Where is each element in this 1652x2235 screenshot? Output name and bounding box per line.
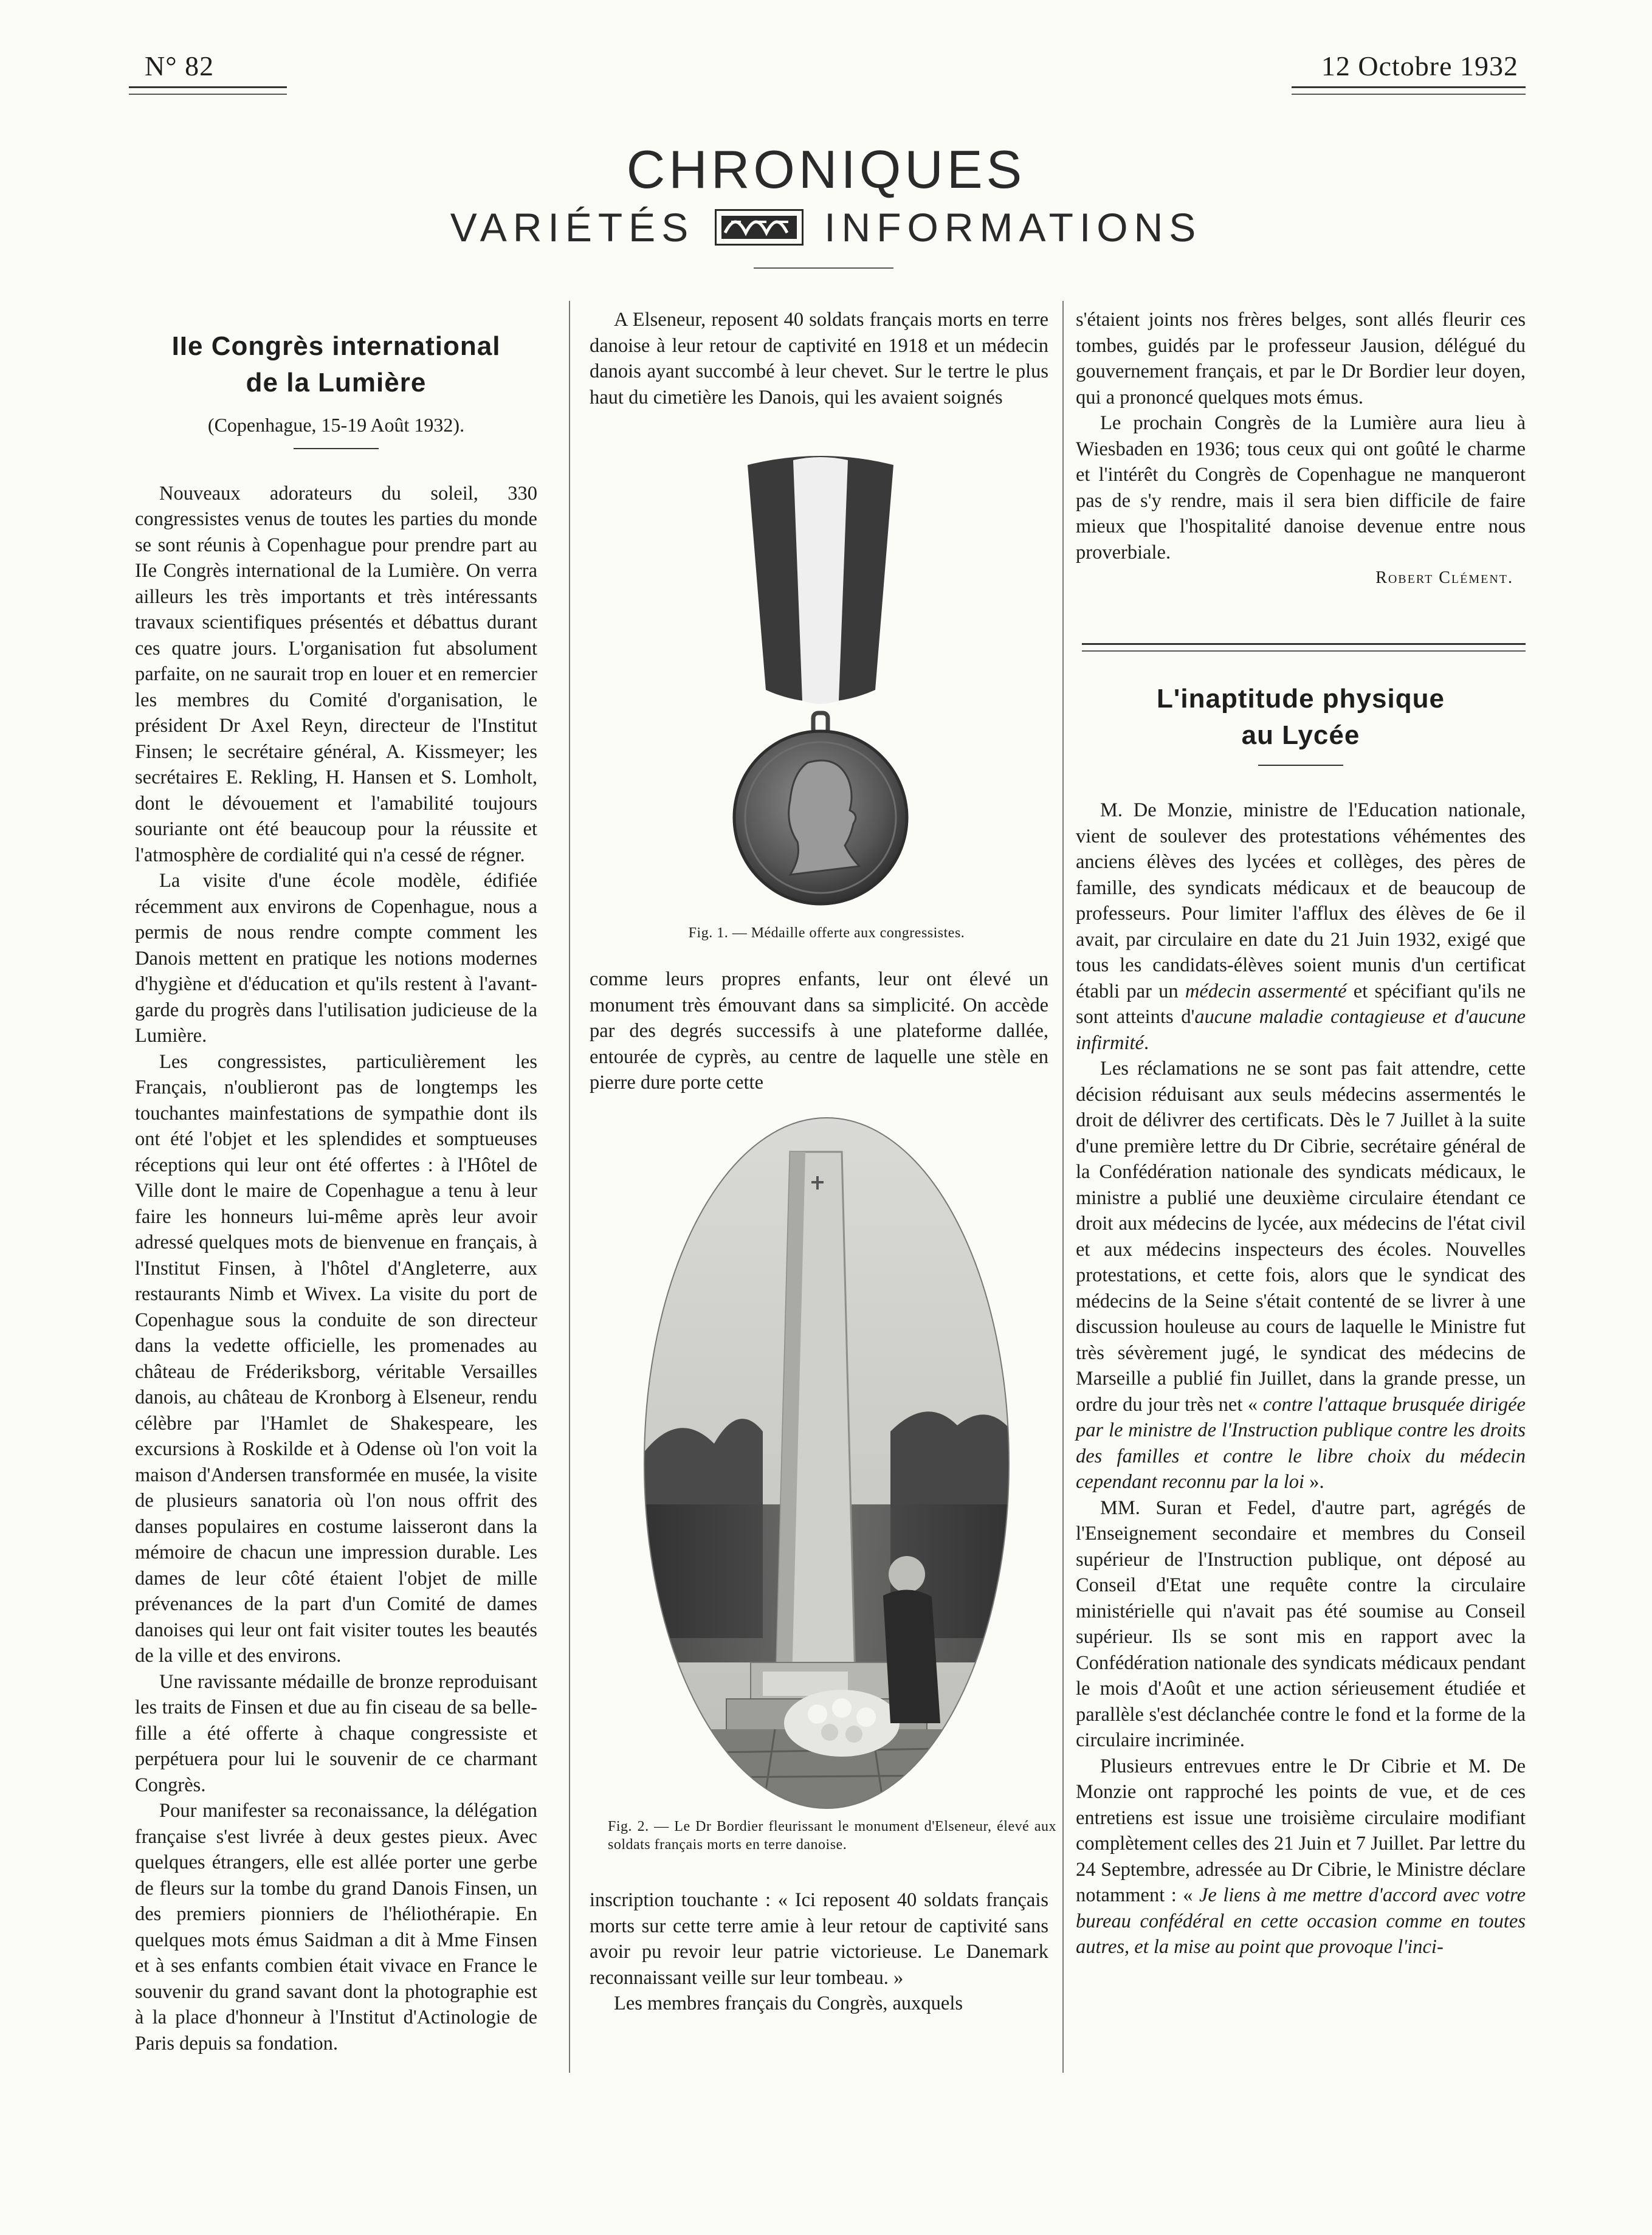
article2-p2-text-a: Les réclamations ne se sont pas fait attendre, cette décision réduisant aux seuls médecins assermentés le droit de délivrer des certificats. Dès le 7 Juillet à la suite d'une première lettre du Dr Cibrie, secrétaire général de la Confédération nationale des syndicats médicaux, le ministre a publié une deuxième circulaire étendant ce droit aux médecins de lycée, aux médecins de l'état civil et aux médecins inspecteurs des écoles. Nouvelles protestations, et cette fois, alors que le syndicat des médecins de la Seine s'était contenté de se livrer à une discussion houleuse au cours de laquelle le Ministre fut très sévèrement jugé, le syndicat des médecins de Marseille a publié fin Juillet, dans la grande presse, un ordre du jour très net « xyxy=(1076,1058,1526,1416)
masthead-informations: INFORMATIONS xyxy=(824,205,1202,250)
article2-title-line2: au Lycée xyxy=(1241,720,1360,750)
masthead-varietes: VARIÉTÉS xyxy=(450,205,695,250)
article2-p2-italic: contre l'attaque brusquée dirigée par le ministre de l'Instruction publique contre les droits des familles et contre le libre choix du médecin cependant reconnu par la loi xyxy=(1076,1393,1526,1493)
masthead-title: CHRONIQUES xyxy=(626,139,1026,199)
figure-1-caption: Fig. 1. — Médaille offerte aux congressistes. xyxy=(688,925,965,941)
article1-title-line1: IIe Congrès international xyxy=(171,331,501,361)
article2-paragraph-4 xyxy=(1076,1754,1526,1960)
article1-paragraph-2: La visite d'une école modèle, édifiée récemment aux environs de Copenhague, nous a permis de nous rendre compte comment les Danois mettent en pratique les notions modernes d'hygiène et d'éducation et qu'ils restent à l'avant-garde du progrès dans l'utilisation judicieuse de la Lumière. xyxy=(135,870,537,1047)
article1-col2-paragraph-3: inscription touchante : « Ici reposent 40 soldats français morts sur cette terre amie à leur retour de captivité sans avoir pu revoir leur patrie victorieuse. Le Danemark reconnaissant veille sur leur tombeau. » xyxy=(590,1889,1048,1989)
article2-p1-italic-1: médecin assermenté xyxy=(1185,980,1347,1002)
article2-p2-text-b: ». xyxy=(1304,1471,1324,1493)
column-2 xyxy=(590,307,1048,410)
article1-paragraph-4: Une ravissante médaille de bronze reproduisant les traits de Finsen et due au fin ciseau de sa belle-fille a été offerte à chaque congressiste et perpétuera pour lui le souvenir de ce charmant Congrès. xyxy=(135,1670,537,1796)
article1-signature: Robert Clément. xyxy=(1375,568,1513,587)
article1-title xyxy=(135,328,537,401)
medal-image xyxy=(729,447,912,915)
person-body xyxy=(883,1589,940,1723)
article2-p1-text-c: . xyxy=(1143,1031,1149,1054)
person-head xyxy=(889,1556,925,1593)
medal-ribbon-stripe xyxy=(793,457,848,704)
article2-p1-text-b: et spécifiant qu'ils ne sont atteints d' xyxy=(1076,980,1526,1028)
monument-photograph xyxy=(641,1115,1012,1811)
article1-col2-paragraph-1: A Elseneur, reposent 40 soldats français morts en terre danoise à leur retour de captivité en 1918 et un médecin danois ayant succombé à leur chevet. Sur le tertre le plus haut du cimetière les Danois, qui les avaient soignés xyxy=(590,309,1048,408)
article1-col2-paragraph-4: Les membres français du Congrès, auxquels xyxy=(614,1992,963,2014)
ornament-icon xyxy=(715,209,804,246)
article2-paragraph-1 xyxy=(1076,797,1526,1056)
article1-subtitle: (Copenhague, 15-19 Août 1932). xyxy=(207,414,465,436)
column-1 xyxy=(135,328,537,2056)
column-3-top xyxy=(1076,307,1526,591)
article1-title-line2: de la Lumière xyxy=(246,368,427,398)
article2-title-line1: L'inaptitude physique xyxy=(1157,684,1445,714)
issue-date: 12 Octobre 1932 xyxy=(1321,50,1518,81)
masthead-subtitle xyxy=(0,204,1652,250)
article1-paragraph-5: Pour manifester sa reconaissance, la délégation française s'est livrée à deux gestes pieux. Avec quelques étrangers, elle est allée porter une gerbe de fleurs sur la tombe du grand Danois Finsen, un des premiers pionniers de l'héliothérapie. En quelques mots émus Saidman a dit à Mme Finsen et à ses enfants combien était vivace en France le souvenir du grand savant dont la photographie est à la place d'honneur à l'Institut d'Actinologie de Paris depuis sa fondation. xyxy=(135,1800,537,2054)
article1-col2-paragraph-2: comme leurs propres enfants, leur ont élevé un monument très émouvant dans sa simplicité. On accède par des degrés successifs à une plateforme dallée, entourée de cyprès, au centre de laquelle une stèle en pierre dure porte cette xyxy=(590,968,1048,1093)
header-rule-right-bottom xyxy=(1292,94,1526,95)
column-3-article2 xyxy=(1076,681,1526,1960)
article2-paragraph-2 xyxy=(1076,1056,1526,1495)
column-2-bottom xyxy=(590,1887,1048,2017)
column-2-middle xyxy=(590,966,1048,1096)
article1-col3-paragraph-1: s'étaient joints nos frères belges, sont allés fleurir ces tombes, guidés par le professeur Jausion, délégué du gouvernement français, et par le Dr Bordier leur doyen, qui a prononcé quelques mots émus. xyxy=(1076,309,1526,408)
article1-col3-paragraph-2: Le prochain Congrès de la Lumière aura lieu à Wiesbaden en 1936; tous ceux qui ont goûté le charme et l'intérêt du Congrès de Copenhague ne manqueront pas de s'y rendre, mais il sera bien difficile de faire mieux que l'hospitalité danoise devenue entre nous proverbiale. xyxy=(1076,412,1526,563)
article2-p4-italic: Je liens à me mettre d'accord avec votre bureau confédéral en cette occasion comme en toutes autres, et la mise au point que provoque l'inci- xyxy=(1076,1884,1526,1958)
column-divider-1 xyxy=(569,301,570,2073)
figure-2-caption: Fig. 2. — Le Dr Bordier fleurissant le monument d'Elseneur, élevé aux soldats français morts en terre danoise. xyxy=(608,1819,1056,1853)
article2-paragraph-3: MM. Suran et Fedel, d'autre part, agrégés de l'Enseignement secondaire et membres du Conseil supérieur de l'Instruction publique, ont déposé au Conseil d'Etat une requête contre la circulaire ministérielle qui n'avait pas été soumise au Conseil supérieur. Ils se sont mis en rapport avec la Confédération nationale des syndicats médicaux pendant le mois d'Août et une action sérieusement étudiée et parallèle s'est déclanchée contre le fond et la forme de la circulaire incriminée. xyxy=(1076,1496,1526,1751)
article1-paragraph-3: Les congressistes, particulièrement les Français, n'oublieront pas de longtemps les touchantes mainfestations de sympathie dont ils ont été l'objet et les splendides et somptueuses réceptions qui leur ont été offertes : à l'Hôtel de Ville dont le maire de Copenhague a tenu à leur faire les honneurs lui-même après leur avoir adressé quelques mots de bienvenue en français, à l'Institut Finsen, à l'hôtel d'Angleterre, aux restaurants Nimb et Wivex. La visite du port de Copenhague sous la conduite de son directeur dans la vedette officielle, les promenades au château de Fréderiksborg, véritable Versailles danois, au château de Kronborg à Elseneur, rendu célèbre par l'Hamlet de Shakespeare, les excursions à Roskilde et à Odense où l'on voit la maison d'Andersen transformée en musée, la visite de plusieurs sanatoria où l'on nous offrit des danses populaires en costume laisseront dans la mémoire de chacun une impression durable. Les dames de leur côté étaient l'objet de mille prévenances de la part d'un Comité de dames danoises qui leur ont fait visiter toutes les beautés de la ville et des environs. xyxy=(135,1050,537,1667)
article2-p1-text-a: M. De Monzie, ministre de l'Education nationale, vient de soulever des protestations véhémentes des anciens élèves des lycées et collèges, des pères de famille, des syndicats médicaux et de beaucoup de professeurs. Pour limiter l'afflux des élèves de 6e il avait, par circulaire en date du 21 Juin 1932, exigé que tous les candidats-élèves soient munis d'un certificat établi par un xyxy=(1076,799,1526,1002)
article-separator-top xyxy=(1082,643,1526,645)
header-rule-right-top xyxy=(1292,86,1526,88)
article2-p4-text: Plusieurs entrevues entre le Dr Cibrie et M. De Monzie ont rapproché les points de vue, et de ces entretiens est issue une troisième circulaire modifiant complètement celles des 21 Juin et 7 Juillet. Par lettre du 24 Septembre, adressée au Dr Cibrie, le Ministre déclare notamment : « xyxy=(1076,1755,1526,1906)
article2-title xyxy=(1076,681,1526,754)
article2-title-rule xyxy=(1258,765,1343,766)
masthead-rule xyxy=(754,267,893,269)
article-separator-bottom xyxy=(1082,650,1526,652)
article2-p1-italic-2: aucune maladie contagieuse et d'aucune infirmité xyxy=(1076,1006,1526,1054)
column-divider-2 xyxy=(1062,301,1064,2073)
issue-number: N° 82 xyxy=(145,50,215,81)
article1-title-rule xyxy=(294,448,379,449)
ornament-pattern-icon xyxy=(720,215,798,240)
header-rule-left-bottom xyxy=(129,94,287,95)
article1-paragraph-1: Nouveaux adorateurs du soleil, 330 congressistes venus de toutes les parties du monde se sont réunis à Copenhague pour prendre part au IIe Congrès international de la Lumière. On verra ailleurs les très importants et très intéressants travaux scientifiques présentés et débattus durant ces quatre jours. L'organisation fut absolument parfaite, on ne saurait trop en louer et en remercier les membres du Comité d'organisation, le président Dr Axel Reyn, directeur de l'Institut Finsen; le secrétaire général, A. Kissmeyer; les secrétaires E. Rekling, H. Hansen et S. Lomholt, dont le dévouement et l'amabilité toujours souriante ont été beaucoup pour la réussite et l'atmosphère de cordialité qui n'a cessé de régner. xyxy=(135,482,537,866)
header-rule-left-top xyxy=(129,86,287,88)
